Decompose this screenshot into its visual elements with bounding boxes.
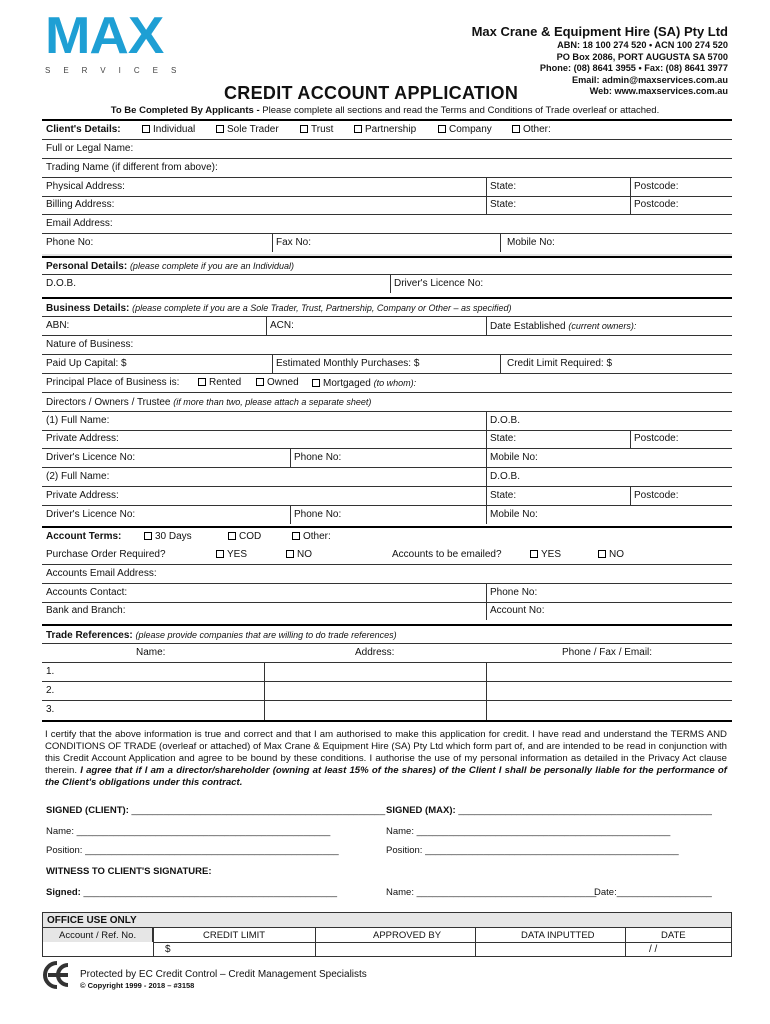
office-col-data-inputted: DATA INPUTTED xyxy=(521,930,595,941)
divider xyxy=(630,177,631,214)
company-contact xyxy=(540,40,728,98)
checkbox-icon[interactable] xyxy=(354,125,362,133)
divider xyxy=(42,354,732,355)
bank-branch-field[interactable]: Bank and Branch: xyxy=(46,605,126,616)
director-1-address-field[interactable]: Private Address: xyxy=(46,433,119,444)
terms-other[interactable] xyxy=(292,531,331,543)
field-label: Name: xyxy=(386,826,414,837)
director-1-licence-field[interactable]: Driver's Licence No: xyxy=(46,452,136,463)
billing-postcode-field[interactable]: Postcode: xyxy=(634,199,679,210)
divider xyxy=(486,316,487,335)
checkbox-icon[interactable] xyxy=(216,125,224,133)
account-terms-label: Account Terms: xyxy=(46,531,122,542)
checkbox-icon[interactable] xyxy=(598,550,606,558)
logo-text: MAX xyxy=(45,7,164,65)
instructions xyxy=(0,105,770,116)
divider xyxy=(42,297,732,299)
office-use-box xyxy=(42,912,732,957)
divider xyxy=(625,928,626,957)
option-label: Individual xyxy=(153,124,196,135)
client-type-sole-trader[interactable] xyxy=(216,124,279,136)
sign-line: ________________________________________________ xyxy=(131,805,386,816)
field-note: (if more than two, please attach a separate sheet) xyxy=(173,397,372,407)
divider xyxy=(630,486,631,505)
po-yes[interactable] xyxy=(216,549,247,561)
checkbox-icon[interactable] xyxy=(198,378,206,386)
terms-30-days[interactable] xyxy=(144,531,192,543)
option-label: Company xyxy=(449,124,492,135)
section-note: (please complete if you are an Individual) xyxy=(129,261,295,271)
divider xyxy=(42,448,732,449)
witness-date-line[interactable] xyxy=(594,887,712,898)
director-2-state-field[interactable]: State: xyxy=(490,490,517,501)
divider xyxy=(272,233,273,252)
nature-of-business-field[interactable]: Nature of Business: xyxy=(46,339,134,350)
checkbox-icon[interactable] xyxy=(438,125,446,133)
divider xyxy=(42,139,732,140)
trade-ref-row-2[interactable]: 2. xyxy=(46,685,55,696)
trade-refs-header xyxy=(46,629,397,642)
divider xyxy=(42,119,732,121)
option-label: YES xyxy=(541,549,562,560)
trade-refs-col-address: Address: xyxy=(355,647,395,658)
option-label: Other: xyxy=(303,531,331,542)
trade-ref-row-1[interactable]: 1. xyxy=(46,666,55,677)
director-1-name-field[interactable]: (1) Full Name: xyxy=(46,415,110,426)
divider xyxy=(630,430,631,448)
client-type-company[interactable] xyxy=(438,124,492,136)
divider xyxy=(290,505,291,524)
office-date-value[interactable]: / / xyxy=(649,944,658,955)
field-label: Signed: xyxy=(46,887,81,898)
billing-state-field[interactable]: State: xyxy=(490,199,517,210)
checkbox-icon[interactable] xyxy=(144,532,152,540)
option-label: YES xyxy=(227,549,248,560)
divider xyxy=(42,411,732,412)
section-label: Business Details: xyxy=(46,303,130,314)
witness-signed-line[interactable] xyxy=(46,887,337,898)
accounts-phone-field[interactable]: Phone No: xyxy=(490,587,538,598)
divider xyxy=(153,942,731,943)
divider xyxy=(42,583,732,584)
field-label: Position: xyxy=(386,845,423,856)
form-title: CREDIT ACCOUNT APPLICATION xyxy=(224,83,519,103)
instructions-bold: To Be Completed By Applicants - xyxy=(110,105,263,116)
paid-up-capital-field[interactable]: Paid Up Capital: $ xyxy=(46,358,127,369)
divider xyxy=(42,274,732,275)
field-label: Directors / Owners / Trustee xyxy=(46,397,171,408)
divider xyxy=(42,196,732,197)
divider xyxy=(264,662,265,720)
signed-max-line[interactable] xyxy=(386,805,712,816)
section-note: (please provide companies that are willing to do trade references) xyxy=(135,630,397,640)
divider xyxy=(315,928,316,957)
terms-cod[interactable] xyxy=(228,531,261,543)
po-no[interactable] xyxy=(286,549,312,561)
signed-client-line[interactable] xyxy=(46,805,385,816)
checkbox-icon[interactable] xyxy=(142,125,150,133)
divider xyxy=(42,681,732,682)
sign-line: __________________________________ xyxy=(416,887,597,898)
contact-line: ABN: 18 100 274 520 • ACN 100 274 520 xyxy=(557,40,728,50)
footer-copyright: © Copyright 1999 - 2018 – #3158 xyxy=(80,981,195,990)
checkbox-icon[interactable] xyxy=(228,532,236,540)
declaration-liability: I agree that if I am a director/shareholder (owning at least 15% of the shares) of the Client I shall be personally liable for the performance of the Client's obligations under this contract. xyxy=(45,765,727,788)
contact-line: Email: admin@maxservices.com.au xyxy=(571,74,728,85)
business-details-header xyxy=(46,302,512,315)
divider xyxy=(500,354,501,373)
footer-protected: Protected by EC Credit Control – Credit Management Specialists xyxy=(80,969,367,980)
director-1-postcode-field[interactable]: Postcode: xyxy=(634,433,679,444)
acn-field[interactable]: ACN: xyxy=(270,320,294,331)
checkbox-icon[interactable] xyxy=(216,550,224,558)
abn-field[interactable]: ABN: xyxy=(46,320,70,331)
est-monthly-purchases-field[interactable]: Estimated Monthly Purchases: $ xyxy=(276,358,420,369)
personal-licence-field[interactable]: Driver's Licence No: xyxy=(394,278,484,289)
divider xyxy=(42,158,732,159)
checkbox-icon[interactable] xyxy=(512,125,520,133)
ec-logo-icon xyxy=(40,960,76,990)
director-2-mobile-field[interactable]: Mobile No: xyxy=(490,509,538,520)
divider xyxy=(42,720,732,722)
max-logo xyxy=(45,7,164,65)
divider xyxy=(42,233,732,234)
fax-field[interactable]: Fax No: xyxy=(276,237,312,248)
checkbox-icon[interactable] xyxy=(256,378,264,386)
section-note: (please complete if you are a Sole Trader, Trust, Partnership, Company or Other – as specified) xyxy=(132,303,512,313)
office-use-title: OFFICE USE ONLY xyxy=(47,915,137,926)
field-label: SIGNED (MAX): xyxy=(386,805,456,816)
company-name: Max Crane & Equipment Hire (SA) Pty Ltd xyxy=(471,24,728,39)
option-label: Partnership xyxy=(365,124,417,135)
divider xyxy=(42,177,732,178)
emailed-label: Accounts to be emailed? xyxy=(392,549,502,560)
divider xyxy=(486,662,487,720)
divider xyxy=(42,624,732,626)
option-label: Owned xyxy=(267,377,299,388)
office-col-credit-limit: CREDIT LIMIT xyxy=(203,930,266,941)
checkbox-icon[interactable] xyxy=(312,379,320,387)
option-label: Rented xyxy=(209,377,242,388)
checkbox-icon[interactable] xyxy=(530,550,538,558)
trade-refs-col-contact: Phone / Fax / Email: xyxy=(562,647,653,658)
divider xyxy=(486,583,487,620)
sign-line: ________________________________________________ xyxy=(425,845,679,856)
client-type-other[interactable] xyxy=(512,124,551,136)
client-type-individual[interactable] xyxy=(142,124,195,136)
field-label: Date Established xyxy=(490,321,566,332)
divider xyxy=(290,448,291,467)
principal-owned[interactable] xyxy=(256,377,299,389)
clients-details-row xyxy=(46,124,121,136)
divider xyxy=(42,256,732,258)
divider xyxy=(486,177,487,214)
sign-line: ________________________________________________ xyxy=(416,826,671,837)
checkbox-icon[interactable] xyxy=(292,532,300,540)
director-1-dob-field[interactable]: D.O.B. xyxy=(490,415,521,426)
option-label: Mortgaged xyxy=(323,378,371,389)
sign-line: __________________ xyxy=(616,887,712,898)
max-position-line[interactable] xyxy=(386,845,679,856)
email-field[interactable]: Email Address: xyxy=(46,218,113,229)
divider xyxy=(153,928,154,957)
personal-dob-field[interactable]: D.O.B. xyxy=(46,278,77,289)
logo-subtitle: SERVICES xyxy=(45,66,190,75)
accounts-contact-field[interactable]: Accounts Contact: xyxy=(46,587,128,598)
physical-postcode-field[interactable]: Postcode: xyxy=(634,181,679,192)
date-established-field[interactable] xyxy=(490,320,636,333)
personal-details-header xyxy=(46,260,294,273)
clients-details-label: Client's Details: xyxy=(46,124,121,135)
field-label: Date: xyxy=(594,887,617,898)
credit-limit-field[interactable]: Credit Limit Required: $ xyxy=(507,358,613,369)
contact-line: PO Box 2086, PORT AUGUSTA SA 5700 xyxy=(556,51,728,62)
divider xyxy=(42,486,732,487)
sign-line: ________________________________________________ xyxy=(458,805,712,816)
divider xyxy=(272,354,273,373)
trade-ref-row-3[interactable]: 3. xyxy=(46,704,55,715)
field-label: Name: xyxy=(386,887,414,898)
director-2-name-field[interactable]: (2) Full Name: xyxy=(46,471,110,482)
contact-line: Phone: (08) 8641 3955 • Fax: (08) 8641 3977 xyxy=(539,63,728,74)
phone-field[interactable]: Phone No: xyxy=(46,237,94,248)
checkbox-icon[interactable] xyxy=(286,550,294,558)
divider xyxy=(486,411,487,524)
field-note: (to whom): xyxy=(373,378,417,388)
divider xyxy=(42,467,732,468)
divider xyxy=(390,274,391,293)
divider xyxy=(500,233,501,252)
option-label: 30 Days xyxy=(155,531,192,542)
principal-rented[interactable] xyxy=(198,377,241,389)
office-col-ref: Account / Ref. No. xyxy=(59,930,137,941)
instructions-text: Please complete all sections and read the Terms and Conditions of Trade overleaf or attached. xyxy=(262,105,660,116)
witness-heading: WITNESS TO CLIENT'S SIGNATURE: xyxy=(46,866,212,877)
divider xyxy=(42,392,732,393)
divider xyxy=(42,700,732,701)
mobile-field[interactable]: Mobile No: xyxy=(507,237,555,248)
full-name-field[interactable]: Full or Legal Name: xyxy=(46,143,134,154)
director-1-phone-field[interactable]: Phone No: xyxy=(294,452,342,463)
witness-name-line[interactable] xyxy=(386,887,596,898)
office-col-date: DATE xyxy=(661,930,686,941)
director-2-dob-field[interactable]: D.O.B. xyxy=(490,471,521,482)
field-note: (current owners): xyxy=(568,321,637,331)
max-name-line[interactable] xyxy=(386,826,670,837)
option-label: NO xyxy=(609,549,624,560)
account-no-field[interactable]: Account No: xyxy=(490,605,545,616)
field-label: Position: xyxy=(46,845,83,856)
divider xyxy=(266,316,267,335)
option-label: Trust xyxy=(311,124,334,135)
declaration-body: I certify that the above information is true and correct and that I am authorised to make this application for credit. I have read and understand the TERMS AND CONDITIONS OF TRADE (overleaf or attached) of Max Crane & Equipment Hire (SA) Pty Ltd which form part of, and are intended to be read in conjunction with this Credit Account Application and agree to be bound by these conditions. I authorise the use of my personal information as detailed in the Privacy Act clause therein. xyxy=(45,729,727,776)
section-label: Trade References: xyxy=(46,630,133,641)
director-1-mobile-field[interactable]: Mobile No: xyxy=(490,452,538,463)
accounts-email-field[interactable]: Accounts Email Address: xyxy=(46,568,157,579)
divider xyxy=(42,526,732,528)
client-name-line[interactable] xyxy=(46,826,330,837)
billing-address-field[interactable]: Billing Address: xyxy=(46,199,115,210)
divider xyxy=(42,643,732,644)
field-label: Name: xyxy=(46,826,74,837)
director-2-licence-field[interactable]: Driver's Licence No: xyxy=(46,509,136,520)
contact-line: Web: www.maxservices.com.au xyxy=(589,86,728,97)
option-label: Other: xyxy=(523,124,551,135)
director-2-phone-field[interactable]: Phone No: xyxy=(294,509,342,520)
director-2-address-field[interactable]: Private Address: xyxy=(46,490,119,501)
office-credit-limit-dollar[interactable]: $ xyxy=(165,944,171,955)
emailed-yes[interactable] xyxy=(530,549,561,561)
client-position-line[interactable] xyxy=(46,845,339,856)
divider xyxy=(42,214,732,215)
office-col-approved-by: APPROVED BY xyxy=(373,930,442,941)
emailed-no[interactable] xyxy=(598,549,624,561)
option-label: NO xyxy=(297,549,312,560)
principal-mortgaged[interactable] xyxy=(312,377,416,390)
physical-address-field[interactable]: Physical Address: xyxy=(46,181,125,192)
sign-line: ________________________________________________ xyxy=(83,887,338,898)
directors-header xyxy=(46,396,371,409)
divider xyxy=(42,662,732,663)
divider xyxy=(42,564,732,565)
principal-place-label: Principal Place of Business is: xyxy=(46,377,180,388)
po-required-label: Purchase Order Required? xyxy=(46,549,166,560)
physical-state-field[interactable]: State: xyxy=(490,181,517,192)
divider xyxy=(42,373,732,374)
client-type-trust[interactable] xyxy=(300,124,333,136)
divider xyxy=(42,505,732,506)
option-label: COD xyxy=(239,531,262,542)
director-2-postcode-field[interactable]: Postcode: xyxy=(634,490,679,501)
director-1-state-field[interactable]: State: xyxy=(490,433,517,444)
sign-line: ________________________________________________ xyxy=(85,845,339,856)
trading-name-field[interactable]: Trading Name (if different from above): xyxy=(46,162,218,173)
option-label: Sole Trader xyxy=(227,124,279,135)
checkbox-icon[interactable] xyxy=(300,125,308,133)
divider xyxy=(42,316,732,317)
field-label: SIGNED (CLIENT): xyxy=(46,805,129,816)
divider xyxy=(475,928,476,957)
divider xyxy=(42,335,732,336)
trade-refs-col-name: Name: xyxy=(136,647,166,658)
sign-line: ________________________________________________ xyxy=(76,826,331,837)
section-label: Personal Details: xyxy=(46,261,128,272)
office-use-header xyxy=(43,913,731,928)
declaration-text xyxy=(45,729,727,789)
client-type-partnership[interactable] xyxy=(354,124,416,136)
divider xyxy=(42,430,732,431)
divider xyxy=(42,602,732,603)
